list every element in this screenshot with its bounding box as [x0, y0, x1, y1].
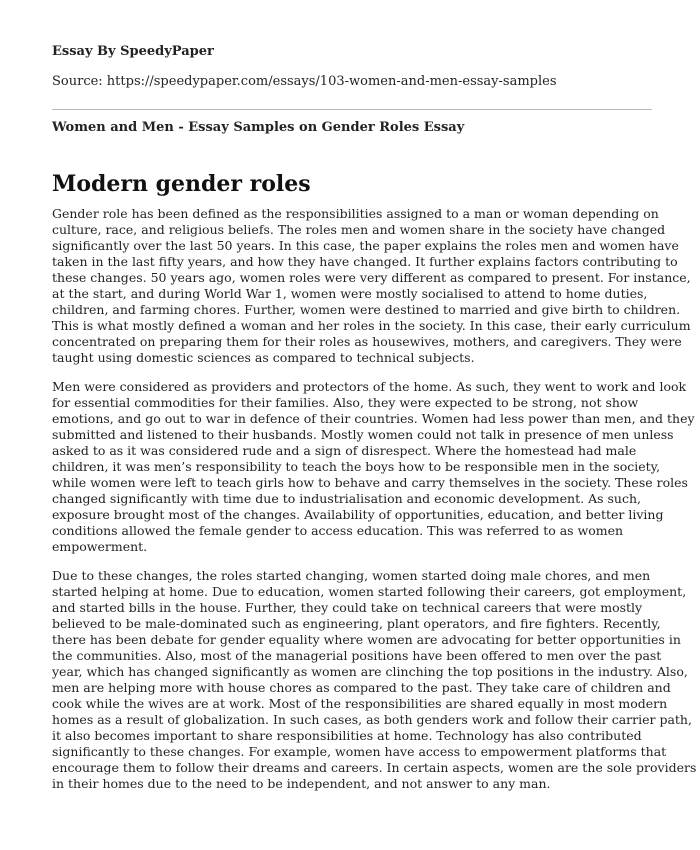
document-title: Women and Men - Essay Samples on Gender Roles Essay	[52, 120, 465, 135]
header-divider	[52, 109, 652, 110]
paragraph-line: the communities. Also, most of the managerial positions have been offered to men over the past	[52, 648, 662, 663]
section-heading: Modern gender roles	[52, 171, 311, 197]
essay-paragraph	[52, 568, 697, 792]
paragraph-line: conditions allowed the female gender to access education. This was referred to as women	[52, 523, 624, 538]
paragraph-line: Men were considered as providers and protectors of the home. As such, they went to work and look	[52, 379, 687, 394]
paragraph-line: Due to these changes, the roles started changing, women started doing male chores, and men	[52, 568, 651, 583]
paragraph-line: encourage them to follow their dreams and careers. In certain aspects, women are the sole providers	[52, 760, 697, 775]
paragraph-line: This is what mostly defined a woman and her roles in the society. In this case, their early curriculum	[52, 318, 691, 333]
paragraph-line: culture, race, and religious beliefs. The roles men and women share in the society have changed	[52, 222, 666, 237]
paragraph-line: while women were left to teach girls how to behave and carry themselves in the society. These roles	[52, 475, 688, 490]
essay-paragraph	[52, 206, 691, 366]
paragraph-line: submitted and listened to their husbands. Mostly women could not talk in presence of men unless	[52, 427, 674, 442]
source-line: Source: https://speedypaper.com/essays/103-women-and-men-essay-samples	[52, 74, 557, 89]
paragraph-line: in their homes due to the need to be independent, and not answer to any man.	[52, 776, 551, 791]
paragraph-line: children, it was men’s responsibility to teach the boys how to be responsible men in the society,	[52, 459, 661, 474]
paragraph-line: men are helping more with house chores as compared to the past. They take care of children and	[52, 680, 671, 695]
paragraph-line: Gender role has been defined as the responsibilities assigned to a man or woman depending on	[52, 206, 659, 221]
paragraph-line: started helping at home. Due to education, women started following their careers, got employment,	[52, 584, 687, 599]
paragraph-line: taught using domestic sciences as compared to technical subjects.	[52, 350, 475, 365]
paragraph-line: children, and farming chores. Further, women were destined to married and give birth to children.	[52, 302, 681, 317]
paragraph-line: year, which has changed significantly as women are clinching the top positions in the industry. Also,	[52, 664, 688, 679]
paragraph-line: and started bills in the house. Further, they could take on technical careers that were mostly	[52, 600, 643, 615]
paragraph-line: exposure brought most of the changes. Availability of opportunities, education, and better living	[52, 507, 664, 522]
paragraph-line: there has been debate for gender equality where women are advocating for better opportunities in	[52, 632, 681, 647]
paragraph-line: for essential commodities for their families. Also, they were expected to be strong, not show	[52, 395, 639, 410]
site-title: Essay By SpeedyPaper	[52, 44, 214, 59]
paragraph-line: asked to as it was considered rude and a sign of disrespect. Where the homestead had male	[52, 443, 637, 458]
paragraph-line: these changes. 50 years ago, women roles were very different as compared to present. For instance,	[52, 270, 691, 285]
paragraph-line: at the start, and during World War 1, women were mostly socialised to attend to home duties,	[52, 286, 648, 301]
paragraph-line: emotions, and go out to war in defence of their countries. Women had less power than men, and they	[52, 411, 695, 426]
essay-body	[52, 206, 697, 805]
paragraph-line: homes as a result of globalization. In such cases, as both genders work and follow their carrier path,	[52, 712, 692, 727]
paragraph-line: believed to be male-dominated such as engineering, plant operators, and fire fighters. Recently,	[52, 616, 661, 631]
paragraph-line: taken in the last fifty years, and how they have changed. It further explains factors contributing to	[52, 254, 678, 269]
paragraph-line: it also becomes important to share responsibilities at home. Technology has also contributed	[52, 728, 642, 743]
essay-paragraph	[52, 379, 695, 555]
paragraph-line: empowerment.	[52, 539, 148, 554]
paragraph-line: concentrated on preparing them for their roles as housewives, mothers, and caregivers. They were	[52, 334, 682, 349]
paragraph-line: cook while the wives are at work. Most of the responsibilities are shared equally in most modern	[52, 696, 668, 711]
paragraph-line: significantly to these changes. For example, women have access to empowerment platforms that	[52, 744, 667, 759]
paragraph-line: significantly over the last 50 years. In this case, the paper explains the roles men and women have	[52, 238, 679, 253]
paragraph-line: changed significantly with time due to industrialisation and economic development. As such,	[52, 491, 641, 506]
